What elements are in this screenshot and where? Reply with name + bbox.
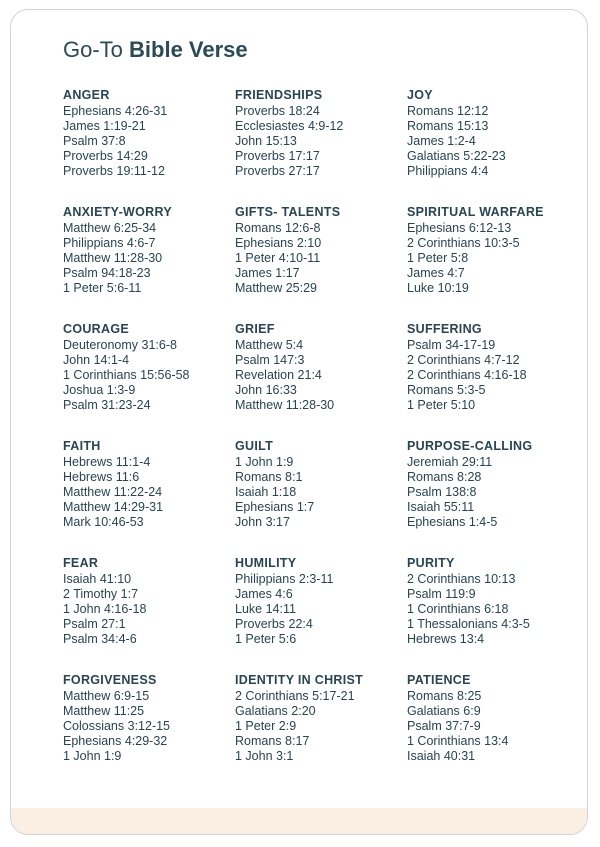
category-purpose-calling	[407, 439, 563, 551]
verse-reference: Philippians 4:4	[407, 164, 489, 178]
category-fear	[63, 556, 235, 668]
verse-reference: Hebrews 13:4	[407, 632, 485, 646]
category-joy	[407, 88, 563, 200]
category-heading: ANXIETY-WORRY	[63, 205, 172, 219]
title-emphasis: Bible Verse	[129, 37, 248, 62]
category-suffering	[407, 322, 563, 434]
category-heading: SPIRITUAL WARFARE	[407, 205, 544, 219]
verse-reference: Proverbs 27:17	[235, 164, 320, 178]
verse-reference: Isaiah 1:18	[235, 485, 297, 499]
verse-reference: Joshua 1:3-9	[63, 383, 136, 397]
verse-reference: Jeremiah 29:11	[407, 455, 493, 469]
category-heading: PURITY	[407, 556, 455, 570]
verse-reference: Colossians 3:12-15	[63, 719, 171, 733]
verse-reference: 1 Peter 5:8	[407, 251, 469, 265]
verse-reference: Philippians 2:3-11	[235, 572, 334, 586]
category-gifts-talents	[235, 205, 407, 317]
verse-reference: 1 Thessalonians 4:3-5	[407, 617, 530, 631]
verse-reference: 1 John 4:16-18	[63, 602, 147, 616]
verse-reference: John 14:1-4	[63, 353, 130, 367]
verse-reference: Romans 8:1	[235, 470, 303, 484]
verse-reference: 1 Peter 5:6	[235, 632, 297, 646]
category-heading: COURAGE	[63, 322, 129, 336]
category-courage	[63, 322, 235, 434]
verse-reference: Matthew 25:29	[235, 281, 317, 295]
verse-reference: Galatians 2:20	[235, 704, 316, 718]
verse-reference: Psalm 27:1	[63, 617, 126, 631]
verse-reference: Romans 12:12	[407, 104, 489, 118]
verse-reference: Psalm 119:9	[407, 587, 476, 601]
verse-reference: Matthew 6:9-15	[63, 689, 150, 703]
category-heading: PURPOSE-CALLING	[407, 439, 533, 453]
verse-reference: Romans 8:25	[407, 689, 482, 703]
verse-reference: Proverbs 19:11-12	[63, 164, 165, 178]
verse-reference: John 15:13	[235, 134, 297, 148]
verse-reference: Psalm 37:7-9	[407, 719, 481, 733]
verse-reference: Revelation 21:4	[235, 368, 322, 382]
verse-reference: John 3:17	[235, 515, 290, 529]
verse-reference: James 1:17	[235, 266, 300, 280]
category-heading: FORGIVENESS	[63, 673, 157, 687]
category-friendships	[235, 88, 407, 200]
category-grief	[235, 322, 407, 434]
category-heading: FAITH	[63, 439, 101, 453]
verse-reference: Galatians 5:22-23	[407, 149, 506, 163]
verse-reference: Isaiah 40:31	[407, 749, 476, 763]
verse-reference: Hebrews 11:6	[63, 470, 140, 484]
verse-reference: 1 Peter 4:10-11	[235, 251, 321, 265]
verse-reference: Romans 5:3-5	[407, 383, 486, 397]
verse-reference: 2 Corinthians 4:16-18	[407, 368, 527, 382]
verse-reference: James 4:6	[235, 587, 293, 601]
category-faith	[63, 439, 235, 551]
verse-reference: Isaiah 41:10	[63, 572, 132, 586]
verse-reference: 2 Corinthians 10:13	[407, 572, 516, 586]
verse-reference: Ephesians 6:12-13	[407, 221, 512, 235]
verse-reference: Psalm 147:3	[235, 353, 305, 367]
verse-reference: Matthew 14:29-31	[63, 500, 164, 514]
category-heading: SUFFERING	[407, 322, 482, 336]
verse-category-grid	[63, 88, 563, 785]
category-patience	[407, 673, 563, 785]
verse-reference: Proverbs 22:4	[235, 617, 313, 631]
verse-reference: Ephesians 1:4-5	[407, 515, 498, 529]
verse-reference: Psalm 138:8	[407, 485, 477, 499]
verse-reference: Ephesians 4:26-31	[63, 104, 168, 118]
verse-reference: 2 Timothy 1:7	[63, 587, 139, 601]
category-anxiety-worry	[63, 205, 235, 317]
verse-reference: Matthew 5:4	[235, 338, 304, 352]
verse-reference: 2 Corinthians 4:7-12	[407, 353, 520, 367]
category-heading: ANGER	[63, 88, 110, 102]
verse-reference: Ephesians 4:29-32	[63, 734, 168, 748]
verse-reference: Matthew 11:28-30	[235, 398, 335, 412]
verse-reference: 2 Corinthians 10:3-5	[407, 236, 520, 250]
category-humility	[235, 556, 407, 668]
category-heading: FEAR	[63, 556, 99, 570]
verse-reference: 1 John 1:9	[235, 455, 294, 469]
category-heading: HUMILITY	[235, 556, 297, 570]
verse-reference: Psalm 34:4-6	[63, 632, 137, 646]
verse-reference: Luke 14:11	[235, 602, 296, 616]
title-prefix: Go-To	[63, 37, 130, 62]
page-title	[63, 36, 248, 64]
page-card	[10, 9, 588, 835]
verse-reference: Luke 10:19	[407, 281, 469, 295]
verse-reference: Psalm 31:23-24	[63, 398, 151, 412]
verse-reference: Isaiah 55:11	[407, 500, 475, 514]
verse-reference: Psalm 94:18-23	[63, 266, 151, 280]
verse-reference: 1 Corinthians 15:56-58	[63, 368, 190, 382]
category-identity-in-christ	[235, 673, 407, 785]
category-spiritual-warfare	[407, 205, 563, 317]
verse-reference: Philippians 4:6-7	[63, 236, 156, 250]
verse-reference: Deuteronomy 31:6-8	[63, 338, 177, 352]
verse-reference: 1 Peter 5:6-11	[63, 281, 142, 295]
verse-reference: Matthew 11:22-24	[63, 485, 163, 499]
verse-reference: Psalm 37:8	[63, 134, 126, 148]
verse-reference: Matthew 6:25-34	[63, 221, 157, 235]
verse-reference: 2 Corinthians 5:17-21	[235, 689, 355, 703]
category-heading: IDENTITY IN CHRIST	[235, 673, 364, 687]
category-heading: FRIENDSHIPS	[235, 88, 323, 102]
verse-reference: 1 Peter 2:9	[235, 719, 297, 733]
verse-reference: 1 Corinthians 6:18	[407, 602, 509, 616]
verse-reference: Romans 12:6-8	[235, 221, 321, 235]
verse-reference: Proverbs 14:29	[63, 149, 148, 163]
category-guilt	[235, 439, 407, 551]
verse-reference: Romans 8:17	[235, 734, 310, 748]
verse-reference: Matthew 11:25	[63, 704, 145, 718]
category-heading: GUILT	[235, 439, 274, 453]
verse-reference: James 1:19-21	[63, 119, 146, 133]
category-heading: GIFTS- TALENTS	[235, 205, 341, 219]
verse-reference: Psalm 34-17-19	[407, 338, 496, 352]
verse-reference: Matthew 11:28-30	[63, 251, 163, 265]
verse-reference: John 16:33	[235, 383, 297, 397]
verse-reference: Ephesians 2:10	[235, 236, 322, 250]
verse-reference: Ecclesiastes 4:9-12	[235, 119, 344, 133]
category-heading: PATIENCE	[407, 673, 471, 687]
verse-reference: Galatians 6:9	[407, 704, 481, 718]
verse-reference: James 1:2-4	[407, 134, 476, 148]
category-anger	[63, 88, 235, 200]
verse-reference: Mark 10:46-53	[63, 515, 144, 529]
category-heading: GRIEF	[235, 322, 275, 336]
verse-reference: 1 John 1:9	[63, 749, 122, 763]
verse-reference: Proverbs 17:17	[235, 149, 320, 163]
verse-reference: 1 Corinthians 13:4	[407, 734, 509, 748]
footer-band	[11, 808, 587, 834]
verse-reference: Romans 15:13	[407, 119, 489, 133]
category-forgiveness	[63, 673, 235, 785]
verse-reference: Hebrews 11:1-4	[63, 455, 151, 469]
verse-reference: 1 John 3:1	[235, 749, 294, 763]
verse-reference: Ephesians 1:7	[235, 500, 315, 514]
category-heading: JOY	[407, 88, 433, 102]
verse-reference: Proverbs 18:24	[235, 104, 320, 118]
verse-reference: Romans 8:28	[407, 470, 482, 484]
verse-reference: James 4:7	[407, 266, 465, 280]
category-purity	[407, 556, 563, 668]
verse-reference: 1 Peter 5:10	[407, 398, 476, 412]
